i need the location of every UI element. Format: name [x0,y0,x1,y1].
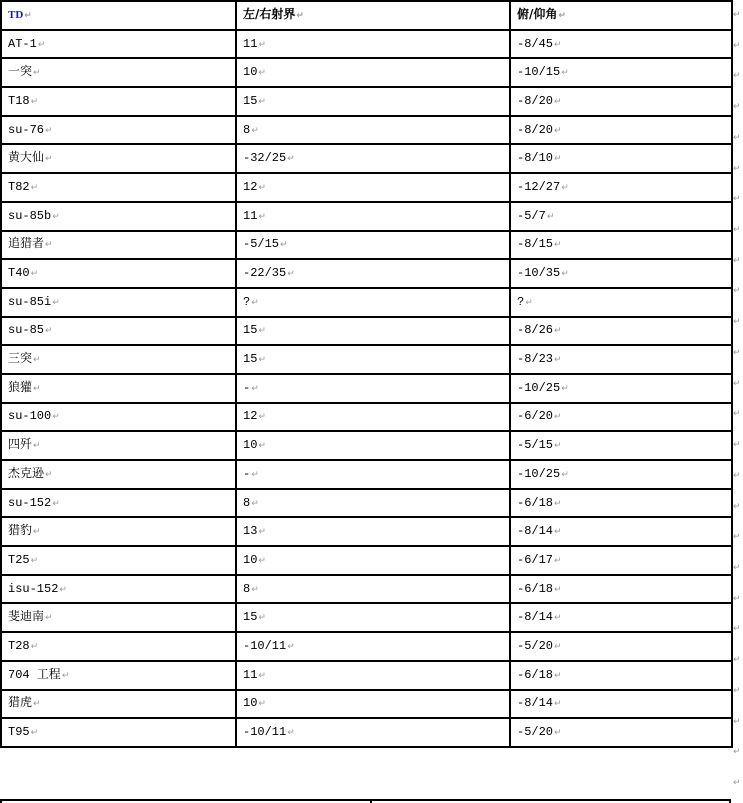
row-end-paragraph-mark-icon: ↵ [733,10,741,20]
vehicle-name-cell-text: T28 [8,638,30,653]
vehicle-name-cell-text: T18 [8,93,30,108]
paragraph-mark-icon: ↵ [258,555,266,566]
row-end-paragraph-mark-icon: ↵ [733,747,741,758]
table-row [1,403,732,432]
row-end-paragraph-mark-icon: ↵ [733,71,741,82]
traverse-cell[interactable] [236,202,510,231]
paragraph-mark-icon: ↵ [561,469,569,480]
vehicle-name-cell[interactable] [1,58,236,87]
vehicle-name-cell[interactable] [1,259,236,288]
paragraph-mark-icon: ↵ [45,326,53,337]
table-row [1,173,732,202]
elevation-cell-text: -10/25 [517,380,561,395]
traverse-cell-text: 11 [243,667,258,682]
table-row [1,718,732,747]
elevation-cell-text: -8/14 [517,696,554,711]
paragraph-mark-icon: ↵ [30,182,39,193]
header-cell-elevation[interactable] [510,1,732,30]
next-table-row-border [0,799,731,801]
row-end-paragraph-mark-icon: ↵ [733,532,741,543]
elevation-cell-text: -6/20 [517,409,554,424]
row-end-paragraph-mark-icon: ↵ [733,409,741,420]
traverse-cell-text: ? [243,294,251,309]
row-end-paragraph-mark-icon: ↵ [733,501,741,512]
elevation-cell[interactable] [510,173,732,202]
row-end-paragraph-mark-icon: ↵ [733,40,741,51]
traverse-cell[interactable] [236,460,510,489]
vehicle-name-cell-text: 黄大仙 [8,151,45,166]
traverse-cell-text: 8 [243,581,251,596]
row-end-paragraph-mark-icon: ↵ [733,194,741,205]
row-end-paragraph-mark-icon: ↵ [733,440,741,451]
traverse-cell-text: -10/11 [243,638,287,653]
table-row [1,317,732,346]
row-end-paragraph-mark-icon: ↵ [733,655,741,666]
elevation-cell-text: -8/26 [517,323,554,338]
row-end-paragraph-mark-icon: ↵ [733,593,741,604]
traverse-cell[interactable] [236,30,510,59]
vehicle-name-cell[interactable] [1,144,236,173]
row-end-paragraph-mark-icon: ↵ [733,102,741,113]
elevation-cell[interactable] [510,345,732,374]
traverse-cell[interactable] [236,144,510,173]
elevation-cell[interactable] [510,718,732,747]
table-row [1,259,732,288]
table-row [1,202,732,231]
paragraph-mark-icon: ↵ [251,469,259,480]
paragraph-mark-icon: ↵ [554,670,562,681]
paragraph-mark-icon: ↵ [554,584,562,595]
vehicle-name-cell[interactable] [1,87,236,116]
traverse-cell[interactable] [236,288,510,317]
paragraph-mark-icon: ↵ [59,584,67,595]
table-row [1,489,732,518]
paragraph-mark-icon: ↵ [251,297,259,308]
vehicle-name-cell-text: T82 [8,179,30,194]
paragraph-mark-icon: ↵ [554,240,562,251]
paragraph-mark-icon: ↵ [287,154,295,165]
traverse-cell-text: 15 [243,610,258,625]
table-row [1,231,732,260]
paragraph-mark-icon: ↵ [554,125,562,136]
vehicle-name-cell[interactable] [1,30,236,59]
vehicle-name-cell-text: 猎豹 [8,524,33,539]
vehicle-name-cell-text: su-85i [8,294,52,309]
vehicle-name-cell-text: 704 工程 [8,667,61,682]
traverse-cell-text: 10 [243,438,258,453]
elevation-cell[interactable] [510,632,732,661]
elevation-cell-text: -8/15 [517,237,554,252]
vehicle-name-cell-text: su-85b [8,208,52,223]
elevation-cell-text: -8/14 [517,610,554,625]
paragraph-mark-icon: ↵ [45,154,53,165]
vehicle-name-cell[interactable] [1,517,236,546]
paragraph-mark-icon: ↵ [251,383,259,394]
elevation-cell[interactable] [510,30,732,59]
elevation-cell-text: -8/20 [517,93,554,108]
paragraph-mark-icon: ↵ [33,527,41,538]
vehicle-name-cell-text: AT-1 [8,36,37,51]
paragraph-mark-icon: ↵ [45,469,53,480]
traverse-cell[interactable] [236,489,510,518]
paragraph-mark-icon: ↵ [61,670,70,681]
paragraph-mark-icon: ↵ [251,125,259,136]
elevation-cell-text: -6/18 [517,495,554,510]
elevation-cell-text: -8/14 [517,524,554,539]
paragraph-mark-icon: ↵ [30,269,39,280]
traverse-cell-text: 11 [243,208,258,223]
table-row [1,87,732,116]
paragraph-mark-icon: ↵ [258,182,266,193]
paragraph-mark-icon: ↵ [45,613,53,624]
paragraph-mark-icon: ↵ [258,96,266,107]
traverse-cell[interactable] [236,546,510,575]
paragraph-mark-icon: ↵ [280,240,288,251]
paragraph-mark-icon: ↵ [554,728,562,739]
elevation-cell-text: -8/20 [517,122,554,137]
vehicle-name-cell[interactable] [1,345,236,374]
table-row [1,690,732,719]
row-end-paragraph-mark-icon: ↵ [733,286,741,297]
traverse-cell-text: 15 [243,323,258,338]
header-td-label: TD [8,9,24,22]
vehicle-name-cell-text: 三突 [8,352,33,367]
elevation-cell[interactable] [510,288,732,317]
paragraph-mark-icon: ↵ [33,383,41,394]
elevation-cell-text: -5/20 [517,638,554,653]
vehicle-name-cell-text: T40 [8,266,30,281]
vehicle-name-cell-text: T25 [8,552,30,567]
traverse-cell[interactable] [236,116,510,145]
paragraph-mark-icon: ↵ [251,498,259,509]
elevation-cell[interactable] [510,489,732,518]
vehicle-name-cell[interactable] [1,546,236,575]
paragraph-mark-icon: ↵ [287,269,295,280]
traverse-cell[interactable] [236,317,510,346]
paragraph-mark-icon: ↵ [258,211,266,222]
paragraph-mark-icon: ↵ [33,68,41,79]
elevation-cell[interactable] [510,87,732,116]
elevation-cell[interactable] [510,374,732,403]
paragraph-mark-icon: ↵ [258,68,266,79]
paragraph-mark-icon: ↵ [554,527,562,538]
elevation-cell-text: -5/7 [517,208,546,223]
paragraph-mark-icon: ↵ [554,555,562,566]
elevation-cell-text: -6/18 [517,581,554,596]
row-end-paragraph-mark-icon: ↵ [733,378,741,389]
row-end-paragraph-mark-icon: ↵ [733,716,741,727]
paragraph-mark-icon: ↵ [287,641,295,652]
traverse-cell[interactable] [236,690,510,719]
traverse-cell-text: - [243,380,251,395]
paragraph-mark-icon: ↵ [554,641,562,652]
vehicle-name-cell-text: 斐迪南 [8,610,45,625]
table-row [1,58,732,87]
row-end-paragraph-mark-icon: ↵ [733,225,741,236]
paragraph-mark-icon: ↵ [554,699,562,710]
elevation-cell[interactable] [510,58,732,87]
elevation-cell-text: -8/45 [517,36,554,51]
header-traverse-label: 左/右射界 [243,7,296,22]
paragraph-mark-icon: ↵ [258,412,266,423]
vehicle-name-cell[interactable] [1,460,236,489]
elevation-cell[interactable] [510,546,732,575]
paragraph-mark-icon: ↵ [45,240,53,251]
elevation-cell-text: -5/20 [517,725,554,740]
paragraph-mark-icon: ↵ [554,154,562,165]
paragraph-mark-icon: ↵ [52,297,60,308]
table-row [1,30,732,59]
paragraph-mark-icon: ↵ [45,125,53,136]
table-row [1,632,732,661]
vehicle-name-cell[interactable] [1,690,236,719]
elevation-cell-text: -10/35 [517,266,561,281]
next-table-row-right-border [729,799,731,803]
elevation-cell[interactable] [510,317,732,346]
elevation-cell[interactable] [510,259,732,288]
paragraph-mark-icon: ↵ [258,527,266,538]
paragraph-mark-icon: ↵ [561,182,569,193]
vehicle-name-cell[interactable] [1,489,236,518]
traverse-cell[interactable] [236,431,510,460]
vehicle-name-cell[interactable] [1,403,236,432]
traverse-cell[interactable] [236,58,510,87]
header-cell-traverse[interactable] [236,1,510,30]
vehicle-name-cell-text: 一突 [8,65,33,80]
row-end-paragraph-mark-icon: ↵ [733,562,741,573]
paragraph-mark-icon: ↵ [561,269,569,280]
next-table-row-left-border [0,799,2,803]
traverse-cell[interactable] [236,231,510,260]
table-header-row [1,1,732,30]
vehicle-name-cell-text: su-85 [8,323,45,338]
row-end-paragraph-mark-icon: ↵ [733,624,741,635]
vehicle-name-cell[interactable] [1,288,236,317]
elevation-cell[interactable] [510,403,732,432]
elevation-cell-text: -8/23 [517,352,554,367]
paragraph-mark-icon: ↵ [52,412,60,423]
traverse-cell[interactable] [236,632,510,661]
paragraph-mark-icon: ↵ [558,11,566,22]
paragraph-mark-icon: ↵ [258,699,266,710]
table-row [1,431,732,460]
elevation-cell-text: -12/27 [517,179,561,194]
traverse-cell[interactable] [236,661,510,690]
traverse-cell-text: 8 [243,122,251,137]
paragraph-mark-icon: ↵ [554,613,562,624]
paragraph-mark-icon: ↵ [561,68,569,79]
traverse-cell[interactable] [236,87,510,116]
paragraph-mark-icon: ↵ [554,39,562,50]
table-row [1,603,732,632]
vehicle-name-cell-text: 猎虎 [8,696,33,711]
paragraph-mark-icon: ↵ [525,297,533,308]
traverse-cell[interactable] [236,603,510,632]
paragraph-mark-icon: ↵ [258,326,266,337]
elevation-cell[interactable] [510,690,732,719]
paragraph-mark-icon: ↵ [554,355,562,366]
elevation-cell-text: -6/18 [517,667,554,682]
vehicle-name-cell[interactable] [1,116,236,145]
paragraph-mark-icon: ↵ [258,441,266,452]
vehicle-name-cell[interactable] [1,374,236,403]
table-row [1,374,732,403]
elevation-cell[interactable] [510,116,732,145]
paragraph-mark-icon: ↵ [258,613,266,624]
paragraph-mark-icon: ↵ [52,498,60,509]
paragraph-mark-icon: ↵ [30,96,39,107]
traverse-cell-text: 10 [243,65,258,80]
traverse-cell[interactable] [236,575,510,604]
vehicle-name-cell-text: su-76 [8,122,45,137]
elevation-cell[interactable] [510,603,732,632]
vehicle-name-cell[interactable] [1,317,236,346]
elevation-cell[interactable] [510,661,732,690]
row-end-paragraph-mark-icon: ↵ [733,132,741,143]
paragraph-mark-icon: ↵ [546,211,555,222]
traverse-cell[interactable] [236,403,510,432]
paragraph-mark-icon: ↵ [554,326,562,337]
paragraph-mark-icon: ↵ [561,383,569,394]
row-end-paragraph-mark-icon: ↵ [733,255,741,266]
vehicle-name-cell[interactable] [1,173,236,202]
paragraph-mark-icon: ↵ [33,355,41,366]
traverse-cell-text: 10 [243,696,258,711]
header-elevation-label: 俯/仰角 [517,7,558,22]
row-end-paragraph-mark-icon: ↵ [733,347,741,358]
elevation-cell-text: -6/17 [517,552,554,567]
traverse-cell[interactable] [236,374,510,403]
traverse-cell-text: 8 [243,495,251,510]
elevation-cell-text: -8/10 [517,151,554,166]
traverse-cell[interactable] [236,259,510,288]
traverse-cell[interactable] [236,173,510,202]
paragraph-mark-icon: ↵ [33,699,41,710]
row-end-paragraph-mark-icon: ↵ [733,163,741,174]
elevation-cell[interactable] [510,144,732,173]
paragraph-mark-icon: ↵ [554,412,562,423]
traverse-cell-text: 12 [243,409,258,424]
vehicle-name-cell-text: su-100 [8,409,52,424]
paragraph-mark-icon: ↵ [554,441,562,452]
table-row [1,517,732,546]
paragraph-mark-icon: ↵ [554,498,562,509]
paragraph-mark-icon: ↵ [258,355,266,366]
elevation-cell[interactable] [510,431,732,460]
traverse-cell-text: 13 [243,524,258,539]
vehicle-name-cell[interactable] [1,431,236,460]
traverse-cell-text: -5/15 [243,237,280,252]
elevation-cell-text: ? [517,294,525,309]
paragraph-mark-icon: ↵ [52,211,60,222]
vehicle-name-cell[interactable] [1,632,236,661]
traverse-cell-text: 15 [243,352,258,367]
header-cell-td[interactable] [1,1,236,30]
traverse-cell-text: 10 [243,552,258,567]
table-row [1,546,732,575]
vehicle-name-cell-text: 四歼 [8,438,33,453]
traverse-cell[interactable] [236,517,510,546]
vehicle-name-cell-text: 杰克逊 [8,466,45,481]
table-row [1,144,732,173]
row-end-paragraph-mark-icon: ↵ [733,778,741,788]
elevation-cell-text: -10/15 [517,65,561,80]
vehicle-name-cell[interactable] [1,575,236,604]
vehicle-name-cell[interactable] [1,603,236,632]
elevation-cell-text: -10/25 [517,466,561,481]
traverse-cell[interactable] [236,718,510,747]
elevation-cell[interactable] [510,202,732,231]
paragraph-mark-icon: ↵ [30,728,39,739]
elevation-cell[interactable] [510,517,732,546]
table-row [1,575,732,604]
traverse-cell-text: -32/25 [243,151,287,166]
elevation-cell[interactable] [510,231,732,260]
paragraph-mark-icon: ↵ [24,11,32,22]
traverse-cell[interactable] [236,345,510,374]
table-row [1,288,732,317]
next-table-row-divider [370,799,372,803]
vehicle-name-cell[interactable] [1,661,236,690]
table-row [1,460,732,489]
paragraph-mark-icon: ↵ [251,584,259,595]
row-end-paragraph-mark-icon: ↵ [733,685,741,696]
paragraph-mark-icon: ↵ [258,670,266,681]
vehicle-name-cell-text: 狼獾 [8,380,33,395]
traverse-cell-text: -22/35 [243,266,287,281]
vehicle-name-cell-text: isu-152 [8,581,59,596]
paragraph-mark-icon: ↵ [37,39,46,50]
paragraph-mark-icon: ↵ [30,641,39,652]
table-row [1,661,732,690]
traverse-cell-text: - [243,466,251,481]
table-row [1,116,732,145]
row-end-paragraph-mark-icon: ↵ [733,470,741,481]
paragraph-mark-icon: ↵ [30,555,39,566]
traverse-cell-text: -10/11 [243,725,287,740]
traverse-cell-text: 12 [243,179,258,194]
elevation-cell-text: -5/15 [517,438,554,453]
traverse-cell-text: 11 [243,36,258,51]
vehicle-name-cell-text: 追猎者 [8,237,45,252]
vehicle-name-cell-text: su-152 [8,495,52,510]
paragraph-mark-icon: ↵ [296,11,304,22]
paragraph-mark-icon: ↵ [287,728,295,739]
vehicle-name-cell[interactable] [1,231,236,260]
vehicle-name-cell-text: T95 [8,725,30,740]
vehicle-name-cell[interactable] [1,718,236,747]
paragraph-mark-icon: ↵ [258,39,266,50]
paragraph-mark-icon: ↵ [33,441,41,452]
row-end-paragraph-mark-icon: ↵ [733,317,741,328]
traverse-cell-text: 15 [243,93,258,108]
elevation-cell[interactable] [510,575,732,604]
table-row [1,345,732,374]
vehicle-name-cell[interactable] [1,202,236,231]
elevation-cell[interactable] [510,460,732,489]
paragraph-mark-icon: ↵ [554,96,562,107]
